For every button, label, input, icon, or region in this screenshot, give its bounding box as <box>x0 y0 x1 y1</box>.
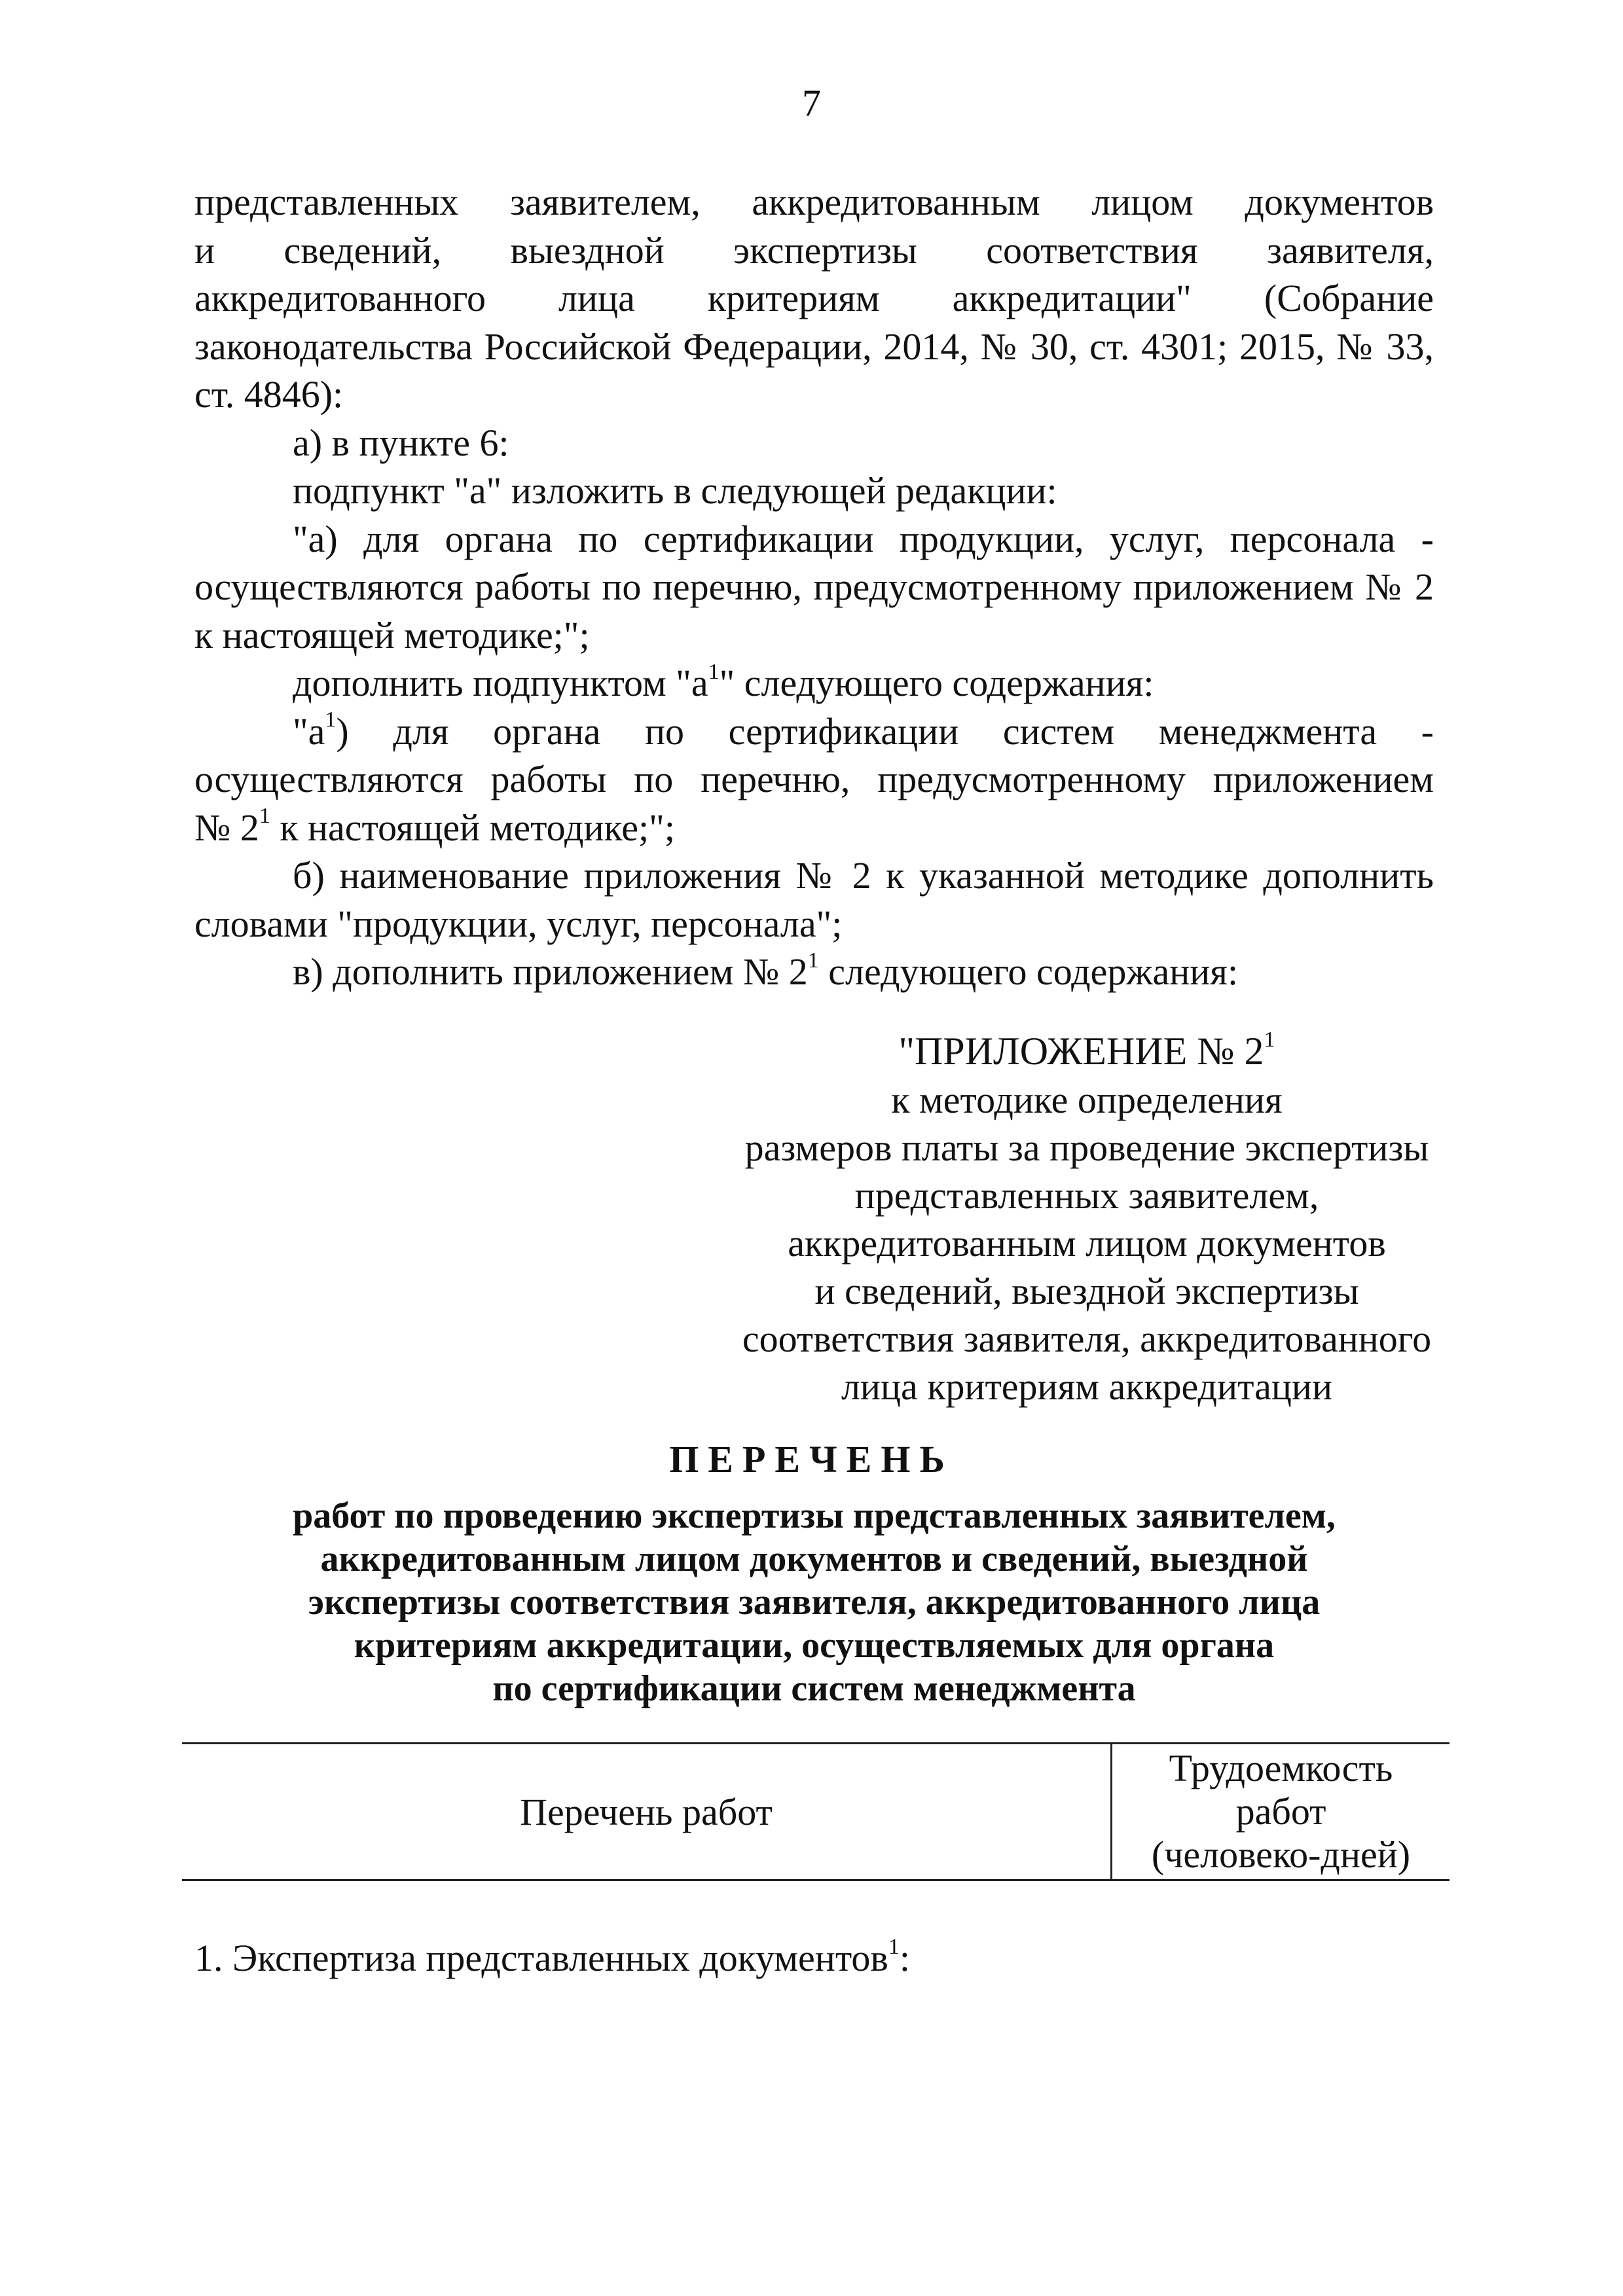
appendix-line: представленных заявителем, <box>854 1174 1319 1217</box>
text-fragment: : <box>899 1937 910 1979</box>
text-line: представленных заявителем, аккредитованным лицом документов <box>194 181 1434 223</box>
body-text <box>194 178 1434 996</box>
column-header-label: Трудоемкость <box>1169 1747 1393 1789</box>
quote-a-line: осуществляются работы по перечню, предусмотренному приложением № 2 <box>194 565 1434 608</box>
superscript: 1 <box>325 708 337 732</box>
quote-a-line: к настоящей методике;"; <box>194 613 590 656</box>
appendix-line: размеров платы за проведение экспертизы <box>744 1126 1429 1169</box>
quote-a1-line <box>194 708 1434 756</box>
paragraph-b-line: словами "продукции, услуг, персонала"; <box>194 902 843 945</box>
superscript: 1 <box>259 804 270 829</box>
text-fragment: ) для органа по сертификации систем менеджмента - <box>336 709 1434 753</box>
column-header-labor <box>1112 1744 1450 1879</box>
superscript: 1 <box>1264 1028 1275 1052</box>
text-line: ст. 4846): <box>194 373 344 416</box>
list-item <box>194 1932 910 1984</box>
subheading-line: по сертификации систем менеджмента <box>492 1668 1136 1709</box>
text-line: и сведений, выездной экспертизы соответствия заявителя, <box>194 228 1434 272</box>
paragraph-v <box>194 948 1434 996</box>
quote-a1-line: осуществляются работы по перечню, предусмотренному приложением <box>194 758 1434 800</box>
page-number: 7 <box>802 82 821 124</box>
appendix-line: к методике определения <box>891 1079 1283 1121</box>
quote-a1-line <box>194 804 1434 852</box>
subheading-line: аккредитованным лицом документов и сведений, выездной <box>320 1539 1308 1579</box>
subheading-line: работ по проведению экспертизы представленных заявителем, <box>293 1496 1336 1536</box>
quote-a-line: "а) для органа по сертификации продукции, услуг, персонала - <box>293 517 1434 560</box>
text-fragment: " следующего содержания: <box>719 662 1154 704</box>
paragraph-a: а) в пункте 6: <box>293 421 509 464</box>
subheading-line: критериям аккредитации, осуществляемых для органа <box>354 1625 1275 1666</box>
text-fragment: 1. Экспертиза представленных документов <box>194 1937 888 1979</box>
appendix-title <box>720 1026 1453 1076</box>
text-line: законодательства Российской Федерации, 2014, № 30, ст. 4301; 2015, № 33, <box>194 325 1434 368</box>
text-fragment: дополнить подпунктом "а <box>293 662 708 704</box>
appendix-line: соответствия заявителя, аккредитованного <box>742 1318 1432 1360</box>
superscript: 1 <box>807 948 819 973</box>
text-fragment: к настоящей методике;"; <box>270 806 675 849</box>
text-fragment: № 2 <box>194 806 259 849</box>
text-fragment: "ПРИЛОЖЕНИЕ № 2 <box>898 1030 1264 1073</box>
column-header-works <box>182 1744 1112 1879</box>
column-header-label: Перечень работ <box>520 1790 773 1833</box>
add-subpoint-line <box>194 659 1434 708</box>
column-header-label: (человеко-дней) <box>1151 1833 1411 1876</box>
text-fragment: в) дополнить приложением № 2 <box>293 950 808 993</box>
list-subheading <box>194 1494 1434 1710</box>
list-heading: ПЕРЕЧЕНЬ <box>669 1438 954 1480</box>
superscript: 1 <box>708 659 720 684</box>
subheading-line: экспертизы соответствия заявителя, аккредитованного лица <box>308 1582 1321 1623</box>
appendix-line: аккредитованным лицом документов <box>788 1222 1386 1265</box>
paragraph-b-line: б) наименование приложения № 2 к указанной методике дополнить <box>293 854 1434 897</box>
column-header-label: работ <box>1235 1790 1326 1833</box>
appendix-line: и сведений, выездной экспертизы <box>814 1270 1359 1312</box>
text-line: аккредитованного лица критериям аккредитации" (Собрание <box>194 277 1434 319</box>
appendix-line: лица критериям аккредитации <box>841 1365 1333 1408</box>
works-table-header <box>182 1742 1450 1881</box>
paragraph-a-subpoint: подпункт "а" изложить в следующей редакции: <box>293 469 1057 512</box>
appendix-header <box>720 1026 1453 1410</box>
text-fragment: следующего содержания: <box>818 950 1239 993</box>
text-fragment: "а <box>293 709 325 753</box>
superscript: 1 <box>888 1934 900 1959</box>
